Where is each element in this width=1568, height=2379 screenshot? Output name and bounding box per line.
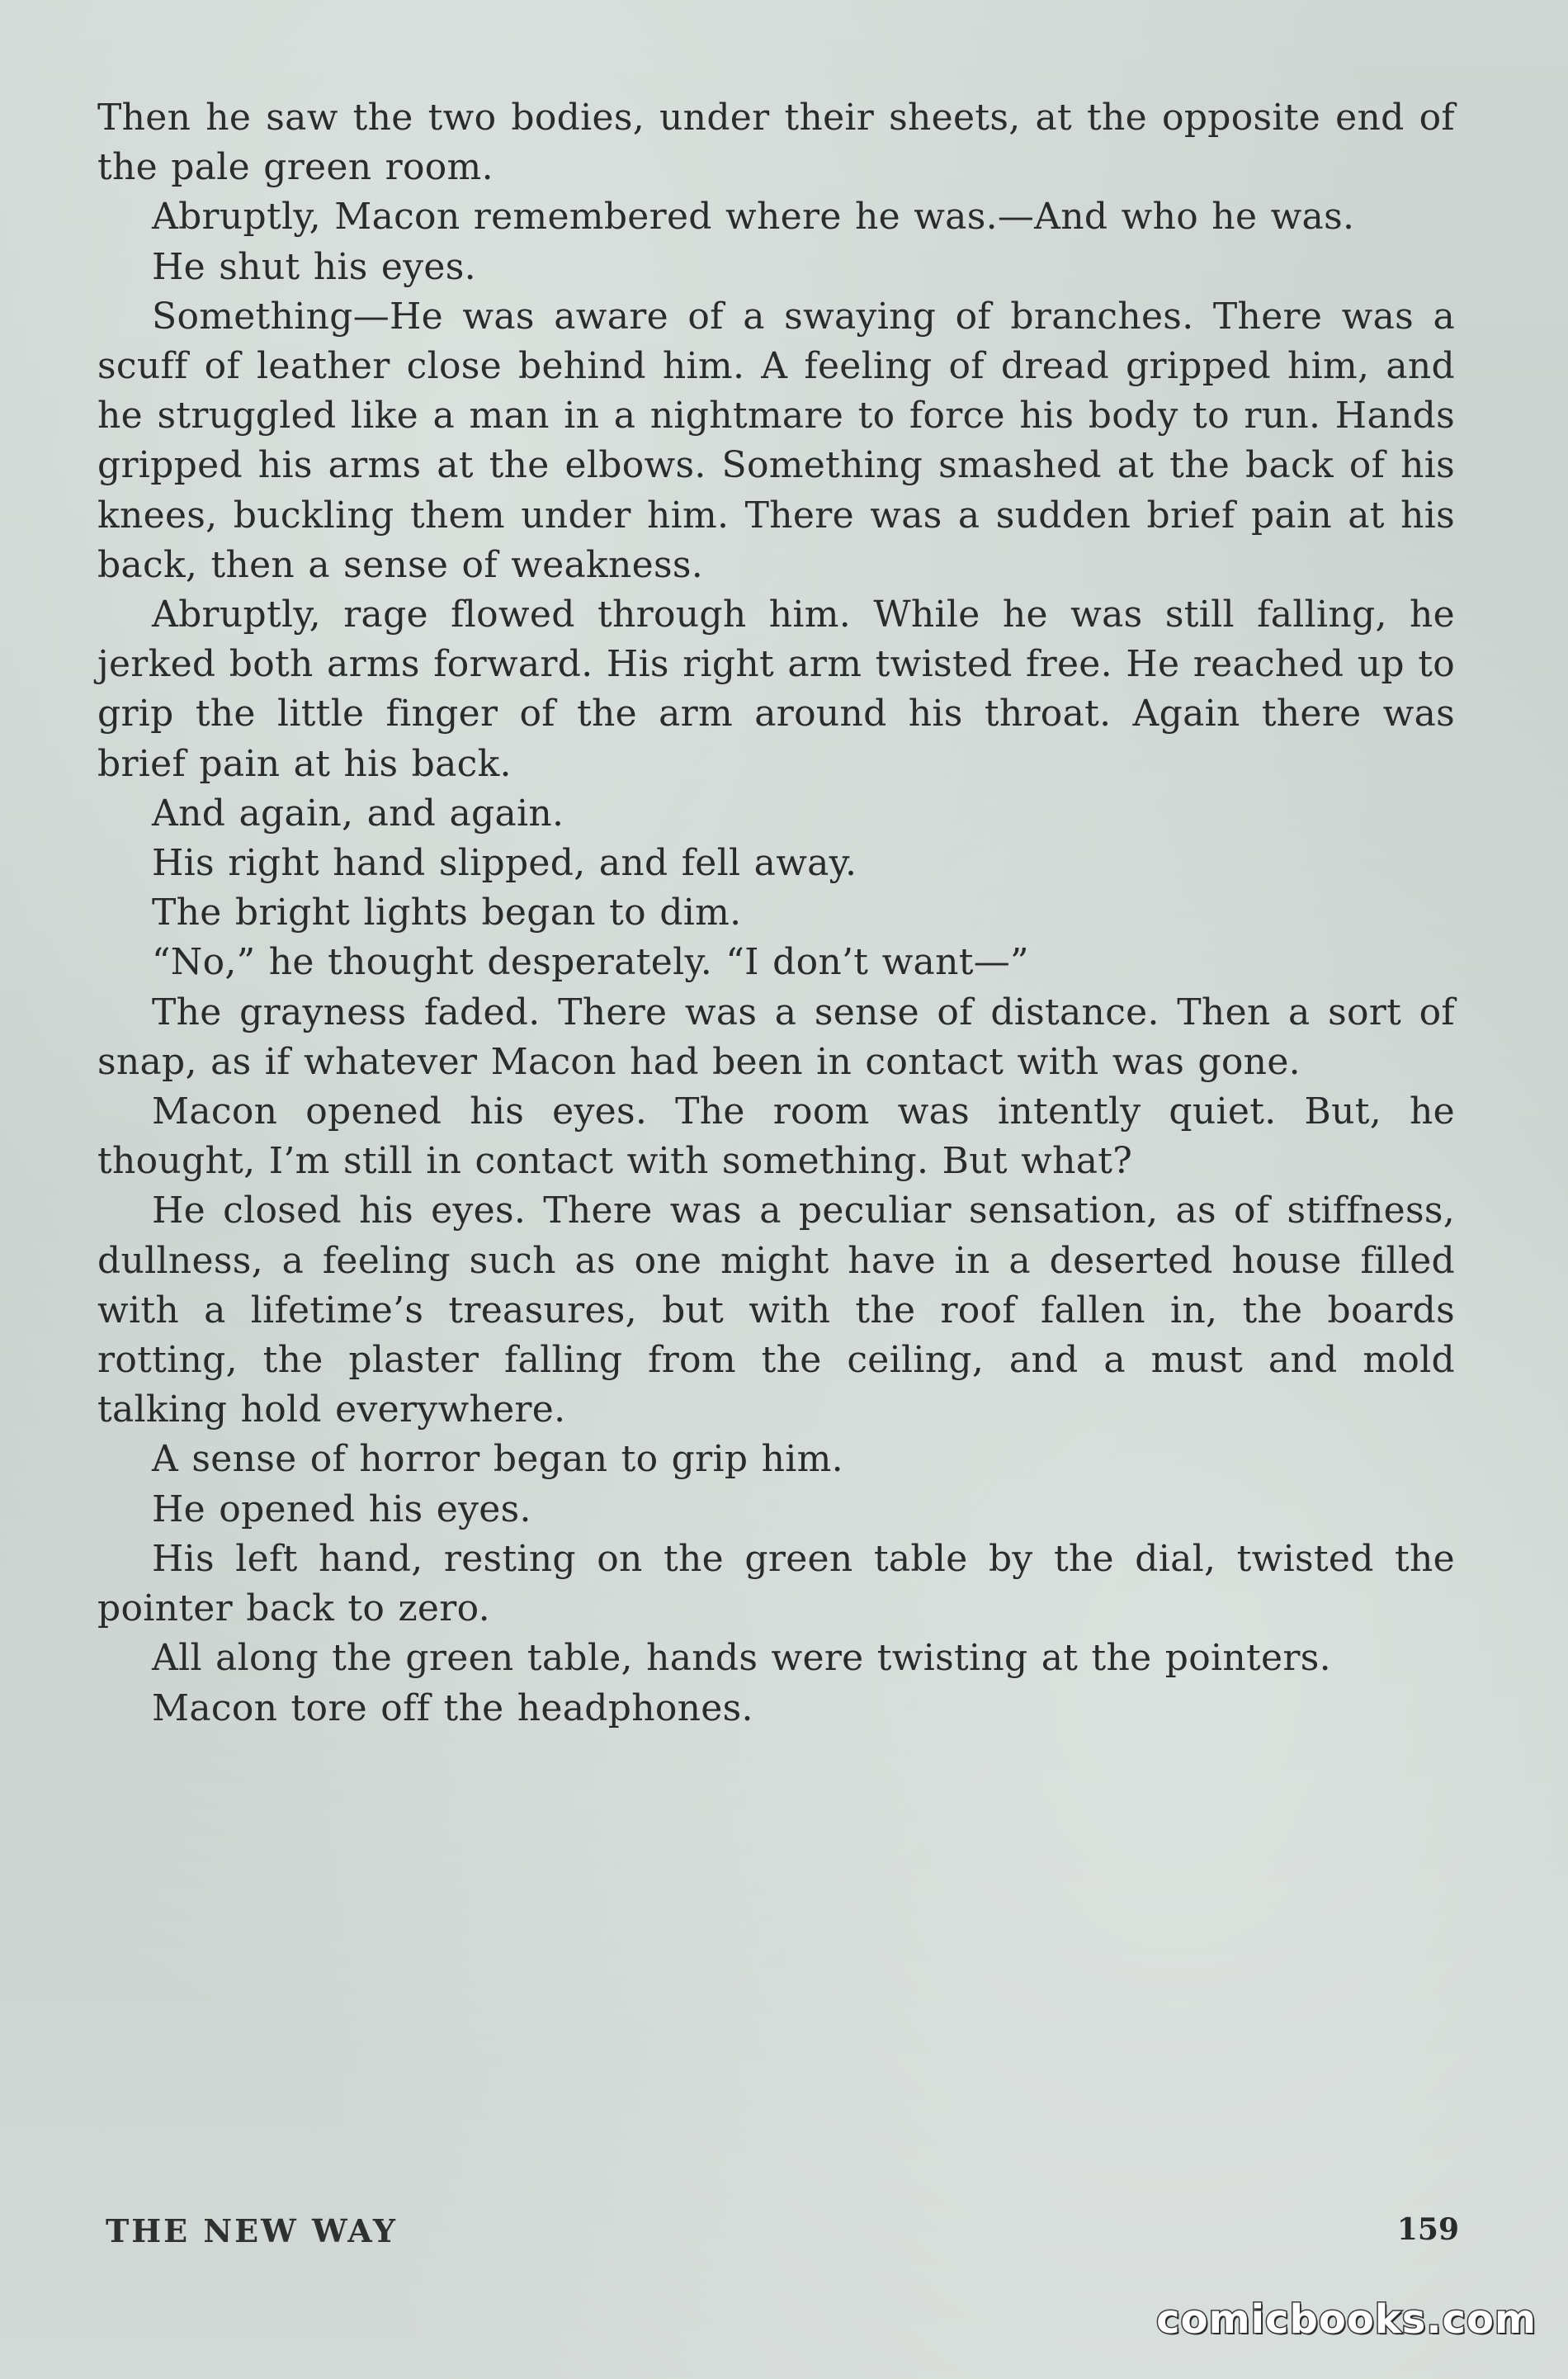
body-text [97, 93, 1455, 1733]
paragraph: The bright lights began to dim. [152, 892, 742, 934]
paragraph: A sense of horror began to grip him. [152, 1438, 843, 1481]
paragraph: His left hand, resting on the green table by the dial, twisted the pointer back to zero. [97, 1537, 1455, 1630]
paragraph: His right hand slipped, and fell away. [152, 842, 857, 885]
paragraph: He closed his eyes. There was a peculiar sensation, as of stiffness, dullness, a feeling such as one might have in a deserted house filled with a lifetime’s treasures, but with the roof fallen in, the boards rotting, the plaster falling from the ceiling, and a must and mold talking hold everywhere. [97, 1190, 1455, 1431]
paragraph: He shut his eyes. [152, 245, 476, 288]
paragraph: He opened his eyes. [152, 1487, 531, 1530]
paragraph: And again, and again. [152, 792, 564, 835]
paragraph: The grayness faded. There was a sense of distance. Then a sort of snap, as if whatever Macon had been in contact with was gone. [97, 991, 1455, 1083]
paragraph: Abruptly, rage flowed through him. While he was still falling, he jerked both arms forward. His right arm twisted free. He reached up to grip the little finger of the arm around his throat. Again there was brief pain at his back. [97, 594, 1455, 785]
paragraph: Macon opened his eyes. The room was intently quiet. But, he thought, I’m still in contact with something. But what? [97, 1090, 1455, 1183]
paragraph: Abruptly, Macon remembered where he was.—And who he was. [152, 196, 1355, 239]
paragraph: Macon tore off the headphones. [152, 1686, 753, 1729]
paragraph: Then he saw the two bodies, under their sheets, at the opposite end of the pale green room. [97, 97, 1455, 189]
paragraph: “No,” he thought desperately. “I don’t want—” [152, 941, 1029, 984]
site-watermark: comicbooks.com [1156, 2296, 1537, 2343]
paragraph: All along the green table, hands were twisting at the pointers. [152, 1637, 1331, 1680]
paragraph: Something—He was aware of a swaying of branches. There was a scuff of leather close behind him. A feeling of dread gripped him, and he struggled like a man in a nightmare to force his body to run. Hands gripped his arms at the elbows. Something smashed at the back of his knees, buckling them under him. There was a sudden brief pain at his back, then a sense of weakness. [97, 295, 1455, 586]
running-title: THE NEW WAY [106, 2212, 398, 2249]
page-number: 159 [1396, 2212, 1459, 2247]
